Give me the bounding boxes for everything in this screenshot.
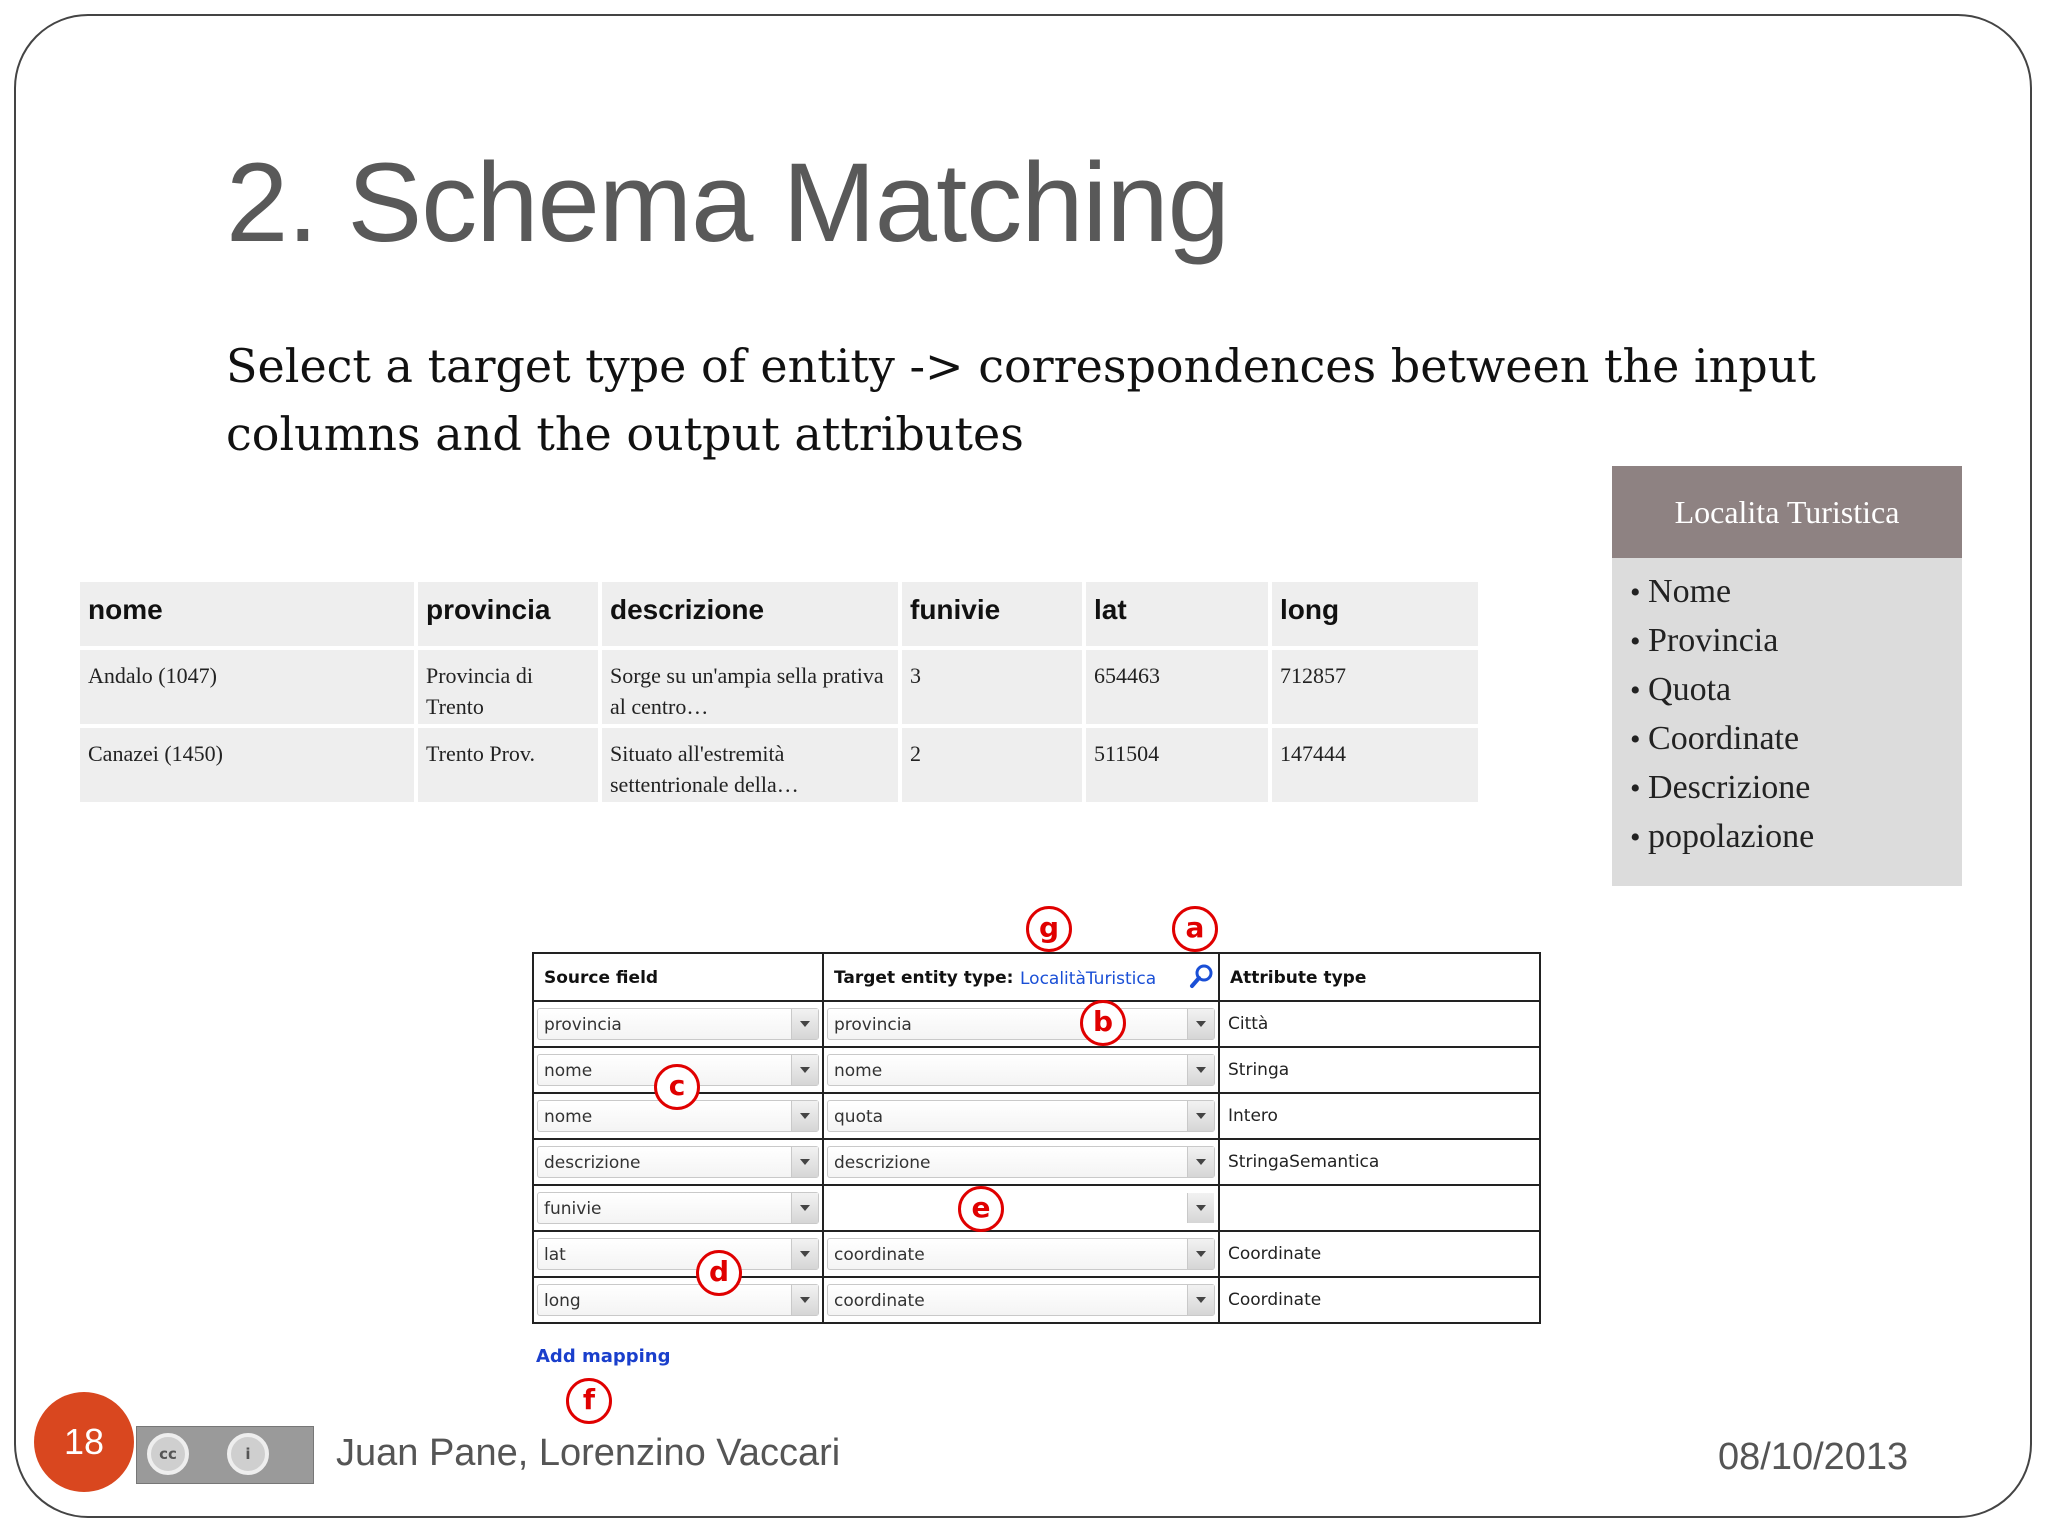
entity-type-box xyxy=(1612,466,1962,886)
table-cell: 511504 xyxy=(1086,728,1268,802)
table-cell: 712857 xyxy=(1272,650,1478,724)
target-entity-header: Target entity type: xyxy=(834,968,1014,988)
chevron-down-icon[interactable] xyxy=(1187,1147,1214,1177)
select-value: coordinate xyxy=(834,1245,925,1265)
target-attribute-select[interactable] xyxy=(827,1192,1215,1224)
target-attribute-select[interactable] xyxy=(827,1054,1215,1086)
column-header: provincia xyxy=(418,582,598,646)
entity-attribute: • popolazione xyxy=(1630,813,1962,862)
select-value: quota xyxy=(834,1107,884,1127)
source-field-header: Source field xyxy=(544,968,659,988)
source-field-select[interactable] xyxy=(537,1008,819,1040)
column-header: funivie xyxy=(902,582,1082,646)
select-value: provincia xyxy=(544,1015,622,1035)
slide-subtitle: Select a target type of entity -> correspondences between the input columns and the output attributes xyxy=(226,339,1816,461)
table-cell: Sorge su un'ampia sella prativa al centro… xyxy=(602,650,898,724)
cc-by-icon: cc i xyxy=(136,1426,314,1484)
select-value: provincia xyxy=(834,1015,912,1035)
chevron-down-icon[interactable] xyxy=(1187,1055,1214,1085)
sample-data-table xyxy=(76,578,1482,806)
chevron-down-icon[interactable] xyxy=(791,1193,818,1223)
footer-date: 08/10/2013 xyxy=(1718,1436,1909,1478)
chevron-down-icon[interactable] xyxy=(791,1055,818,1085)
table-row xyxy=(80,650,1478,724)
chevron-down-icon[interactable] xyxy=(791,1285,818,1315)
select-value: descrizione xyxy=(834,1153,931,1173)
mapping-row xyxy=(534,1000,1539,1046)
attribute-type: Città xyxy=(1228,1014,1269,1034)
entity-type-title: Localita Turistica xyxy=(1612,466,1962,558)
column-header: descrizione xyxy=(602,582,898,646)
entity-attribute: • Nome xyxy=(1630,568,1962,617)
attribute-type: StringaSemantica xyxy=(1228,1152,1380,1172)
table-cell: 3 xyxy=(902,650,1082,724)
chevron-down-icon[interactable] xyxy=(791,1009,818,1039)
table-cell: Andalo (1047) xyxy=(80,650,414,724)
target-attribute-select[interactable] xyxy=(827,1008,1215,1040)
chevron-down-icon[interactable] xyxy=(791,1101,818,1131)
column-header: nome xyxy=(80,582,414,646)
select-value: funivie xyxy=(544,1199,602,1219)
target-attribute-select[interactable] xyxy=(827,1284,1215,1316)
select-value: coordinate xyxy=(834,1291,925,1311)
attribute-type: Coordinate xyxy=(1228,1244,1322,1264)
entity-attribute: • Quota xyxy=(1630,666,1962,715)
target-attribute-select[interactable] xyxy=(827,1146,1215,1178)
attribute-type: Coordinate xyxy=(1228,1290,1322,1310)
column-header: long xyxy=(1272,582,1478,646)
entity-attribute: • Provincia xyxy=(1630,617,1962,666)
table-cell: Canazei (1450) xyxy=(80,728,414,802)
select-value: nome xyxy=(544,1107,593,1127)
table-cell: Situato all'estremità settentrionale della… xyxy=(602,728,898,802)
callout-c: c xyxy=(654,1064,700,1110)
chevron-down-icon[interactable] xyxy=(791,1147,818,1177)
target-entity-link[interactable]: LocalitàTuristica xyxy=(1020,969,1157,989)
slide-title: 2. Schema Matching xyxy=(226,140,1229,265)
mapping-row xyxy=(534,1276,1539,1322)
callout-f: f xyxy=(566,1378,612,1424)
callout-e: e xyxy=(958,1186,1004,1232)
table-cell: Provincia di Trento xyxy=(418,650,598,724)
table-row xyxy=(80,728,1478,802)
column-header: lat xyxy=(1086,582,1268,646)
table-cell: Trento Prov. xyxy=(418,728,598,802)
table-header-row xyxy=(80,582,1478,646)
mapping-row xyxy=(534,1230,1539,1276)
callout-d: d xyxy=(696,1250,742,1296)
chevron-down-icon[interactable] xyxy=(1187,1239,1214,1269)
source-field-select[interactable] xyxy=(537,1284,819,1316)
chevron-down-icon[interactable] xyxy=(791,1239,818,1269)
chevron-down-icon[interactable] xyxy=(1187,1285,1214,1315)
entity-attribute-list xyxy=(1612,568,1962,862)
table-cell: 654463 xyxy=(1086,650,1268,724)
select-value: lat xyxy=(544,1245,566,1265)
target-attribute-select[interactable] xyxy=(827,1238,1215,1270)
table-cell: 147444 xyxy=(1272,728,1478,802)
select-value: nome xyxy=(544,1061,593,1081)
source-field-select[interactable] xyxy=(537,1238,819,1270)
mapping-row xyxy=(534,1184,1539,1230)
footer-authors: Juan Pane, Lorenzino Vaccari xyxy=(336,1432,841,1474)
chevron-down-icon[interactable] xyxy=(1187,1101,1214,1131)
mapping-grid xyxy=(532,952,1541,1324)
source-field-select[interactable] xyxy=(537,1146,819,1178)
entity-attribute: • Descrizione xyxy=(1630,764,1962,813)
chevron-down-icon[interactable] xyxy=(1187,1193,1214,1223)
attribute-type: Stringa xyxy=(1228,1060,1290,1080)
attribute-type-header: Attribute type xyxy=(1230,968,1367,988)
mapping-header-row xyxy=(534,954,1539,1000)
table-cell: 2 xyxy=(902,728,1082,802)
chevron-down-icon[interactable] xyxy=(1187,1009,1214,1039)
callout-g: g xyxy=(1026,906,1072,952)
callout-b: b xyxy=(1080,1000,1126,1046)
page-number-badge: 18 xyxy=(34,1392,134,1492)
entity-attribute: • Coordinate xyxy=(1630,715,1962,764)
select-value: descrizione xyxy=(544,1153,641,1173)
source-field-select[interactable] xyxy=(537,1192,819,1224)
add-mapping-link[interactable]: Add mapping xyxy=(536,1346,671,1367)
select-value: long xyxy=(544,1291,581,1311)
target-attribute-select[interactable] xyxy=(827,1100,1215,1132)
select-value: nome xyxy=(834,1061,883,1081)
attribute-type: Intero xyxy=(1228,1106,1278,1126)
callout-a: a xyxy=(1172,906,1218,952)
magnifier-icon[interactable] xyxy=(1188,962,1216,990)
mapping-row xyxy=(534,1138,1539,1184)
